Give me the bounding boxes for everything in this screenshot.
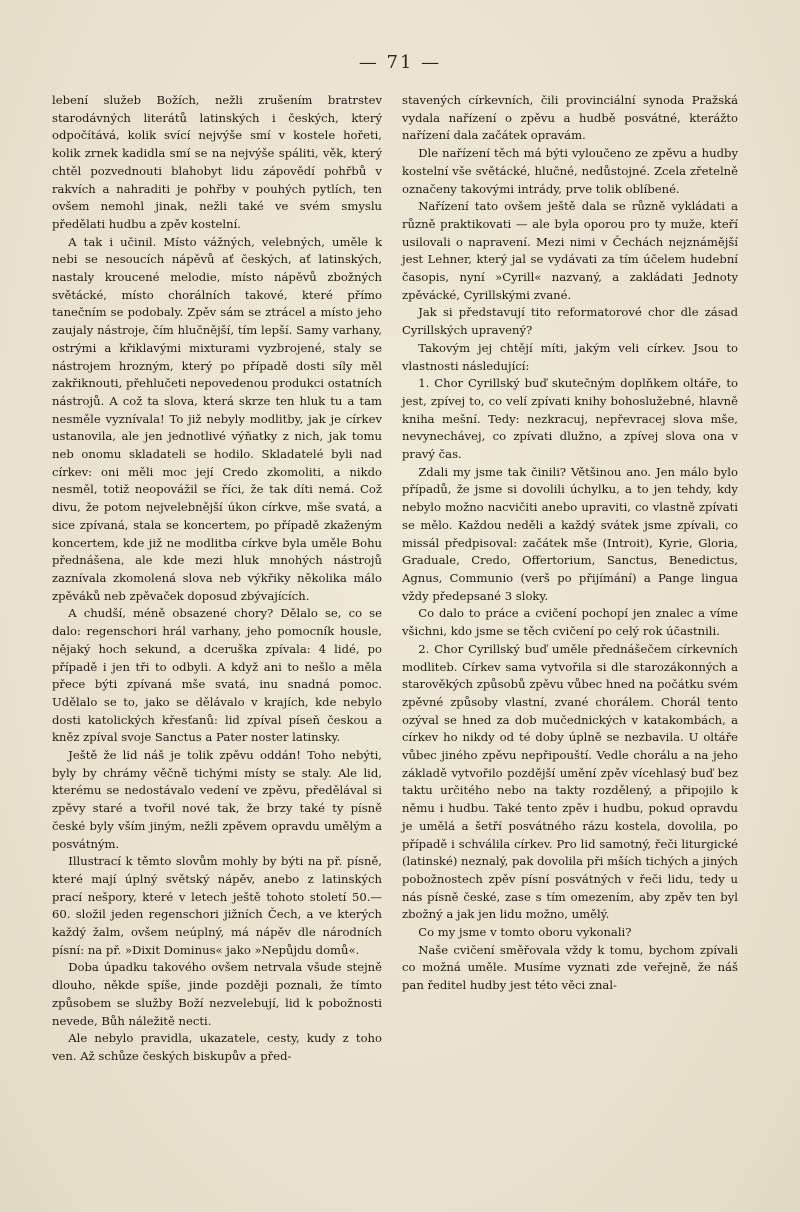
page-number: — 71 —	[358, 52, 442, 73]
paragraph: A chudší, méně obsazené chory? Dělalo se, co se dalo: regenschori hrál varhany, jeho pomocník housle, nějaký hoch sekund, a dceruška zpívala: 4 lidé, po případě i jen tři to odbyli. A když ani to nešlo a měla přece býti zpívaná mše svatá, inu snadná pomoc. Udělalo se to, jako se dělávalo v krajích, kde nebylo dosti katolických křesťanů: lid zpíval píseň českou a kněz zpíval svoje Sanctus a Pater noster latinsky.	[52, 606, 382, 745]
paragraph: lebení služeb Božích, nežli zrušením bratrstev starodávných literátů latinských i českých, který odpočítává, kolik svící nejvýše smí v kostele hořeti, kolik zrnek kadidla smí se na nejvýše spáliti, věk, který chtěl pozvednouti blahobyt lidu zápovědí pohřbů v rakvích a nahraditi je pohřby v pouhých pytlích, ten ovšem nemohl jinak, nežli také ve svém smyslu předělati hudbu a zpěv kostelní.	[52, 93, 382, 231]
paragraph: Doba úpadku takového ovšem netrvala všude stejně dlouho, někde spíše, jinde později poznali, že tímto způsobem se služby Boží nezvelebují, lid k pobožnosti nevede, Bůh náležitě necti.	[52, 960, 382, 1028]
paragraph: 1. Chor Cyrillský buď skutečným doplňkem oltáře, to jest, zpívej to, co velí zpívati knihy bohoslužebné, hlavně kniha mešní. Tedy: nezkracuj, nepřevracej slova mše, nevynechávej, co zpívati dlužno, a zpívej slova ona v pravý čas.	[402, 376, 738, 462]
right-column	[402, 92, 738, 995]
paragraph: Jak si představují tito reformatorové chor dle zásad Cyrillských upravený?	[402, 305, 738, 338]
paragraph: Nařízení tato ovšem ještě dala se různě vykládati a různě praktikovati — ale byla oporou pro ty muže, kteří usilovali o napravení. Mezi nimi v Čechách nejznámější jest Lehner, který jal se vydávati za tím účelem hudební časopis, nyní »Cyrill« nazvaný, a zakládati Jednoty zpěvácké, Cyrillskými zvané.	[402, 199, 738, 302]
paragraph: A tak i učinil. Místo vážných, velebných, uměle k nebi se nesoucích nápěvů ať českých, ať latinských, nastaly kroucené melodie, místo nápěvů zbožných světácké, místo chorálních takové, které přímo tanečním se podobaly. Zpěv sám se ztrácel a místo jeho zaujaly nástroje, čím hlučnější, tím lepší. Samy varhany, ostrými a křiklavými mixturami vyzbrojené, staly se nástrojem hrozným, který po případě dosti síly měl zakřiknouti, přehlučeti nepovedenou produkci ostatních nástrojů. A což ta slova, která skrze ten hluk tu a tam nesměle vyznívala! To již nebyly modlitby, jak je církev ustanovila, ale jen jednotlivé výňatky z nich, jak tomu neb onomu skladateli se hodilo. Skladatelé byli nad církev: oni měli moc její Credo zkomoliti, a nikdo nesměl, totiž neopovážil se říci, že tak díti nemá. Což divu, že potom nejvelebnější úkon církve, mše svatá, a sice zpívaná, stala se koncertem, po případě zkaženým koncertem, kde již ne modlitba církve byla uměle Bohu přednášena, ale kde mezi hluk mnohých nástrojů zaznívala zkomolená slova neb výkřiky několika málo zpěváků neb zpěvaček doposud zbývajících.	[52, 234, 382, 603]
paragraph: Co dalo to práce a cvičení pochopí jen znalec a víme všichni, kdo jsme se těch cvičení po celý rok účastnili.	[402, 606, 738, 639]
left-column	[52, 92, 382, 1066]
paragraph: Ještě že lid náš je tolik zpěvu oddán! Toho nebýti, byly by chrámy věčně tichými místy se staly. Ale lid, kterému se nedostávalo vedení ve zpěvu, předělával si zpěvy staré a tvořil nové tak, že brzy také ty písně české byly vším jiným, nežli zpěvem opravdu umělým a posvátným.	[52, 748, 382, 851]
paragraph: Takovým jej chtějí míti, jakým veli církev. Jsou to vlastnosti následující:	[402, 340, 738, 373]
paragraph: Ale nebylo pravidla, ukazatele, cesty, kudy z toho ven. Až schůze českých biskupův a před-	[52, 1031, 382, 1063]
paragraph: stavených církevních, čili provinciální synoda Pražská vydala nařízení o zpěvu a hudbě posvátné, kterážto nařízení dala začátek opravám.	[402, 93, 738, 143]
paragraph: Co my jsme v tomto oboru vykonali?	[418, 925, 632, 940]
paragraph: Dle nařízení těch má býti vyloučeno ze zpěvu a hudby kostelní vše světácké, hlučné, nedůstojné. Zcela zřetelně označeny takovými intrády, prve tolik oblíbené.	[402, 146, 738, 196]
paragraph: 2. Chor Cyrillský buď uměle přednášečem církevních modliteb. Církev sama vytvořila si dle starozákonných a starověkých způsobů zpěvu vůbec hned na počátku svém zpěvné způsoby vlastní, zvané chorálem. Chorál tento ozýval se hned za dob mučednických v katakombách, a církev ho nikdy od té doby úplně se nezbavila. U oltáře vůbec jiného zpěvu nepřipouští. Vedle chorálu a na jeho základě vytvořilo pozdější umění zpěv vícehlasý buď bez taktu určitého nebo na takty rozdělený, a připojilo k němu i hudbu. Také tento zpěv i hudbu, pokud opravdu je umělá a šetří posvátného rázu kostela, dovolila, po případě i schválila církev. Pro lid samotný, řeči liturgické (latinské) neznalý, pak dovolila při mších tichých a jiných pobožnostech zpěv písní posvátných v řeči lidu, tedy u nás písně české, zase s tím omezením, aby zpěv ten byl zbožný a jak jen lidu možno, umělý.	[402, 641, 738, 922]
paragraph: Zdali my jsme tak činili? Většinou ano. Jen málo bylo případů, že jsme si dovolili úchylku, a to jen tehdy, kdy nebylo možno nacvičiti anebo upraviti, co vlastně zpívati se mělo. Každou neděli a každý svátek jsme zpívali, co missál předpisoval: začátek mše (Introit), Kyrie, Gloria, Graduale, Credo, Offertorium, Sanctus, Benedictus, Agnus, Communio (verš po přijímání) a Pange lingua vždy předepsané 3 sloky.	[402, 464, 738, 603]
paragraph: Illustrací k těmto slovům mohly by býti na př. písně, které mají úplný světský nápěv, anebo z latinských prací nešpory, které v letech ještě tohoto století 50.—60. složil jeden regenschori jižních Čech, a ve kterých každý žalm, ovšem neúplný, má nápěv dle národních písní: na př. »Dixit Dominus« jako »Nepůjdu domů«.	[52, 854, 382, 957]
paragraph: Naše cvičení směřovala vždy k tomu, bychom zpívali co možná uměle. Musíme vyznati zde veřejně, že náš pan ředitel hudby jest této věci znal-	[402, 942, 738, 993]
